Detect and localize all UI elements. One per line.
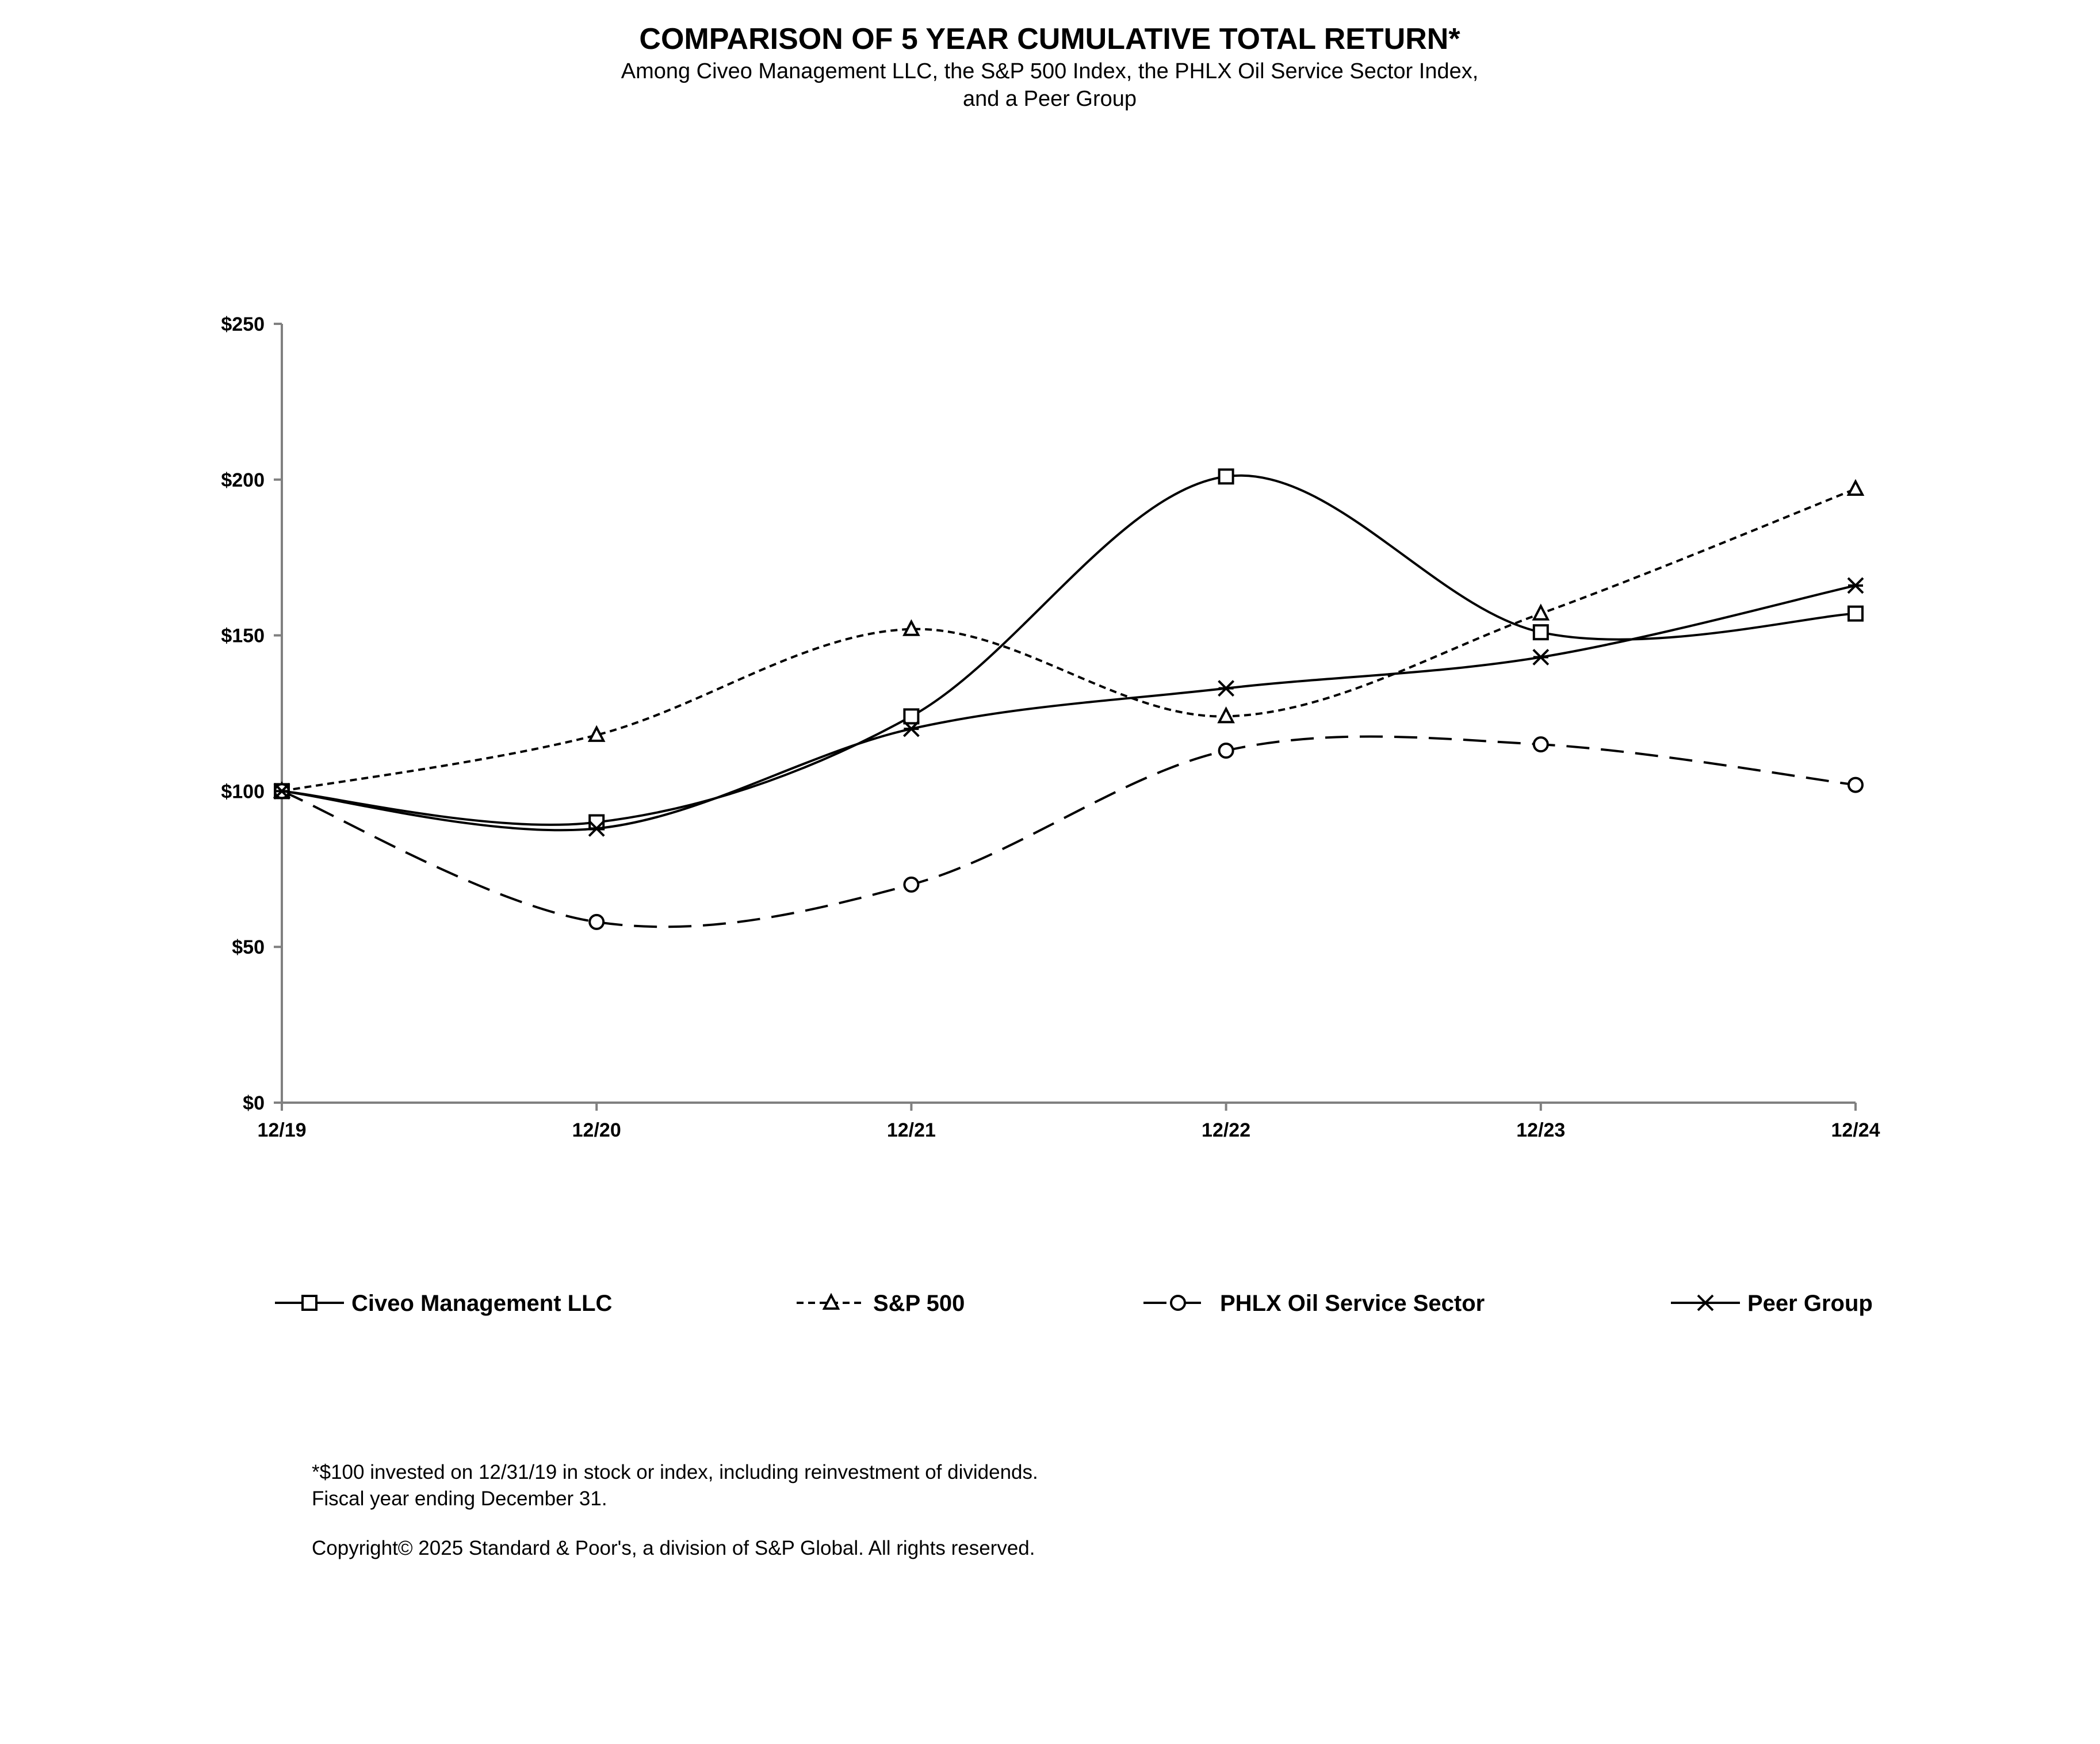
data-point-marker xyxy=(1533,650,1548,665)
data-point-marker xyxy=(904,878,918,892)
legend-swatch-marker xyxy=(1698,1295,1713,1310)
data-point-marker xyxy=(904,709,918,723)
x-tick-label: 12/20 xyxy=(572,1119,621,1141)
legend-item xyxy=(1143,1291,1485,1316)
x-tick-label: 12/22 xyxy=(1202,1119,1251,1141)
series-layer xyxy=(274,469,1863,928)
data-point-marker xyxy=(1848,578,1863,593)
legend-label: Civeo Management LLC xyxy=(351,1291,613,1316)
data-point-marker xyxy=(1849,778,1862,792)
legend-item xyxy=(1671,1291,1873,1316)
data-point-marker xyxy=(1219,469,1233,483)
data-point-marker xyxy=(1849,607,1862,621)
chart-subtitle-line-2: and a Peer Group xyxy=(962,87,1137,111)
x-tick-label: 12/19 xyxy=(257,1119,307,1141)
y-tick-label: $250 xyxy=(221,313,265,335)
series-3 xyxy=(274,578,1863,836)
y-tick-label: $200 xyxy=(221,469,265,491)
data-point-marker xyxy=(1219,744,1233,758)
series-line xyxy=(282,736,1856,927)
x-tick-label: 12/23 xyxy=(1516,1119,1566,1141)
x-tick-label: 12/21 xyxy=(886,1119,936,1141)
chart-subtitle-line-1: Among Civeo Management LLC, the S&P 500 Index, the PHLX Oil Service Sector Index, xyxy=(621,59,1479,83)
data-point-marker xyxy=(590,915,603,929)
data-point-marker xyxy=(1849,481,1862,495)
series-2 xyxy=(275,736,1862,928)
axes xyxy=(221,313,1880,1141)
series-line xyxy=(282,586,1856,830)
data-point-marker xyxy=(1534,737,1548,751)
data-point-marker xyxy=(1534,606,1548,619)
series-line xyxy=(282,476,1856,825)
legend-swatch-marker xyxy=(1171,1296,1185,1310)
legend xyxy=(275,1291,1873,1316)
footnote-investment: *$100 invested on 12/31/19 in stock or index, including reinvestment of dividends. xyxy=(312,1461,1038,1483)
y-tick-label: $150 xyxy=(221,625,265,647)
legend-label: S&P 500 xyxy=(873,1291,965,1316)
series-0 xyxy=(275,469,1862,829)
chart-title: COMPARISON OF 5 YEAR CUMULATIVE TOTAL RETURN* xyxy=(639,22,1460,56)
data-point-marker xyxy=(1219,681,1234,696)
legend-item xyxy=(275,1291,612,1316)
x-tick-label: 12/24 xyxy=(1831,1119,1880,1141)
legend-swatch-marker xyxy=(303,1296,316,1310)
legend-label: PHLX Oil Service Sector xyxy=(1220,1291,1485,1316)
y-tick-label: $100 xyxy=(221,781,265,803)
y-tick-label: $50 xyxy=(232,936,265,959)
legend-label: Peer Group xyxy=(1747,1291,1873,1316)
footnote-copyright: Copyright© 2025 Standard & Poor's, a division of S&P Global. All rights reserved. xyxy=(312,1537,1035,1559)
legend-item xyxy=(797,1291,965,1316)
data-point-marker xyxy=(1534,625,1548,639)
y-tick-label: $0 xyxy=(243,1092,265,1114)
footnote-fiscal-year: Fiscal year ending December 31. xyxy=(312,1487,607,1510)
